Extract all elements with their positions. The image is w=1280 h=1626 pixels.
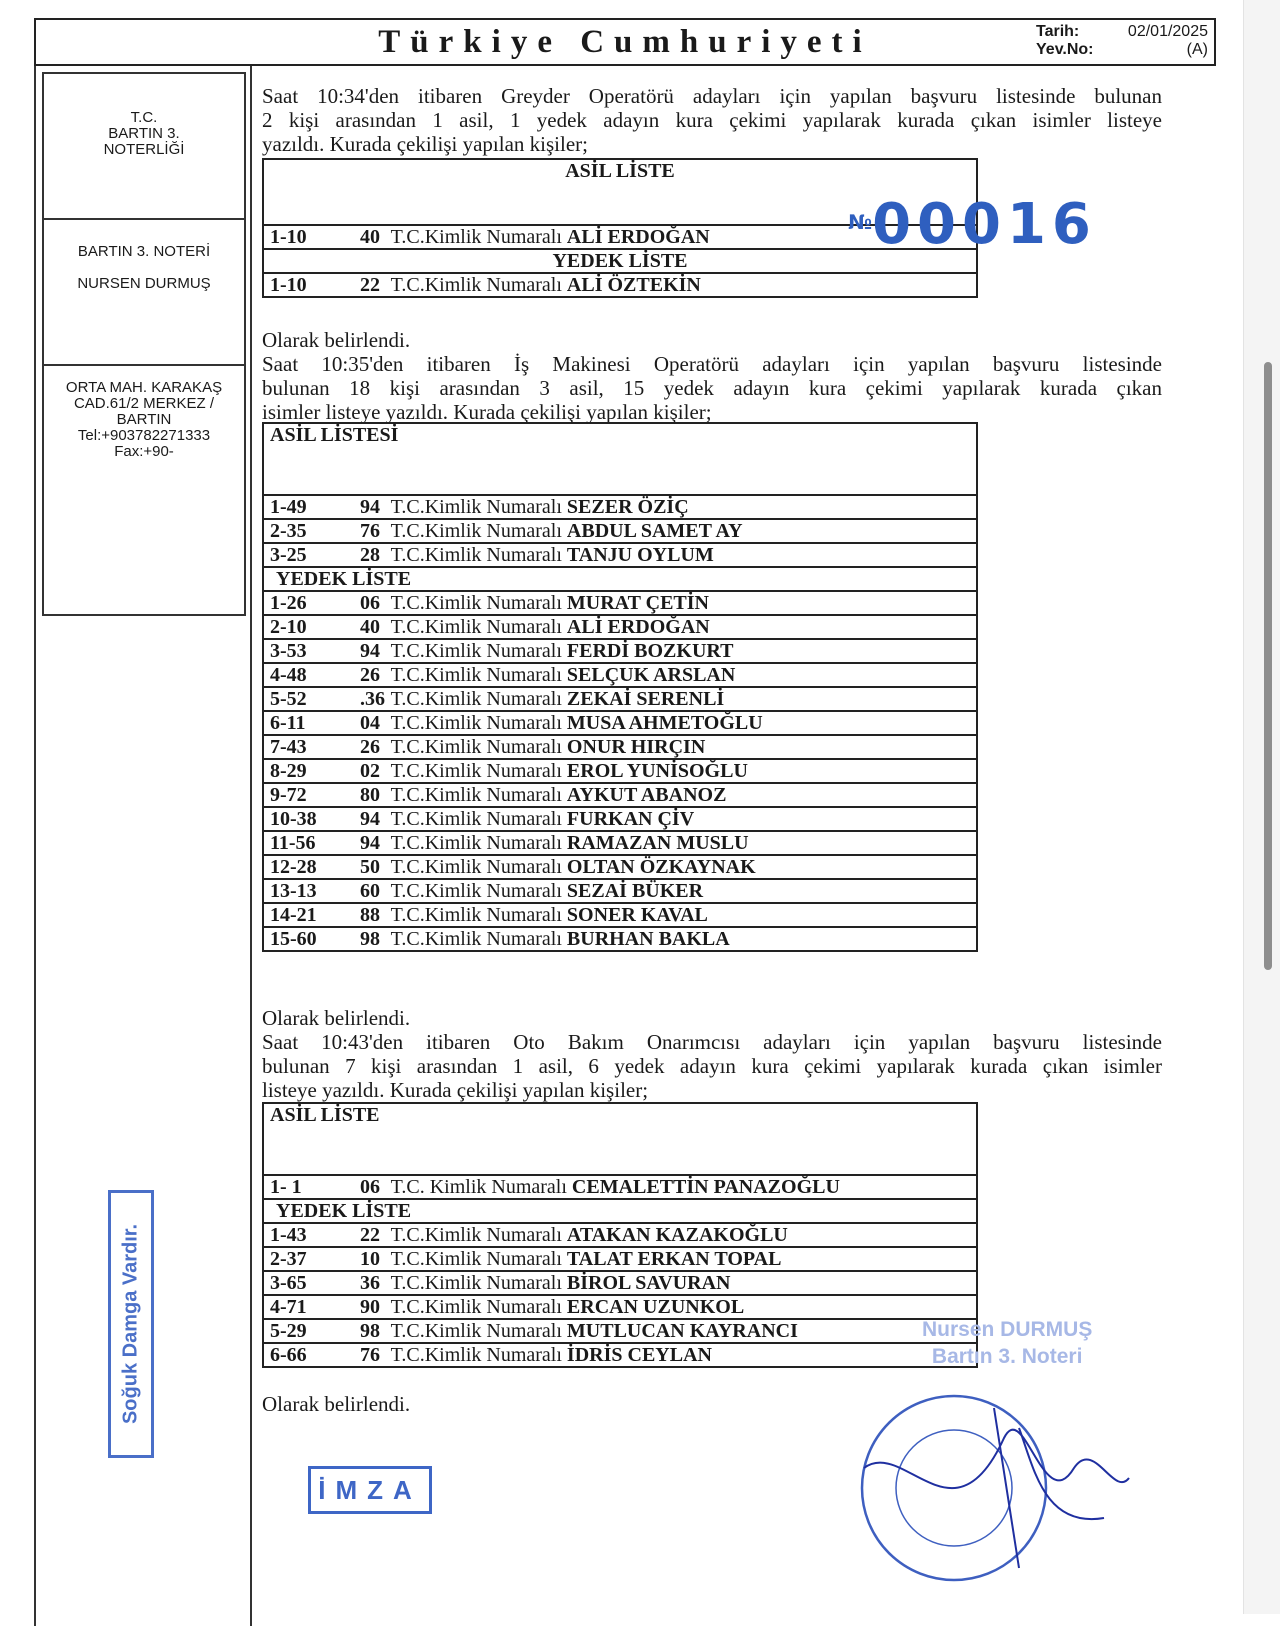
row-label: T.C.Kimlik Numaralı [390, 520, 562, 542]
document-number-stamp: №00016 [848, 192, 1097, 257]
row-name: EROL YUNİSOĞLU [566, 760, 748, 782]
row-id: 50 [360, 856, 380, 878]
row-label: T.C.Kimlik Numaralı [390, 736, 562, 758]
row-name: CEMALETTİN PANAZOĞLU [571, 1176, 840, 1198]
notary-name-section [44, 220, 244, 366]
table-row: 1-10 22 T.C.Kimlik Numaralı ALİ ÖZTEKİN [263, 273, 977, 297]
asil-header: ASİL LİSTE [263, 1103, 977, 1175]
scrollbar-thumb[interactable] [1264, 362, 1272, 970]
row-number: 6-11 [270, 712, 306, 734]
table-row [263, 543, 977, 567]
office-line: BARTIN 3. [108, 125, 180, 142]
row-number: 8-29 [270, 760, 307, 782]
address-line: BARTIN [116, 411, 172, 428]
row-id: 06 [360, 1176, 380, 1198]
yevno-value: (A) [1186, 41, 1208, 58]
row-label: T.C.Kimlik Numaralı [390, 928, 562, 950]
row-name: MURAT ÇETİN [566, 592, 709, 614]
row-label: T.C.Kimlik Numaralı [390, 904, 562, 926]
row-number: 15-60 [270, 928, 317, 950]
row-label: T.C.Kimlik Numaralı [390, 808, 562, 830]
section2-closing: Olarak belirlendi. [262, 1006, 411, 1030]
row-label: T.C.Kimlik Numaralı [390, 1344, 562, 1366]
vertical-scrollbar[interactable] [1243, 0, 1280, 1614]
row-id: 90 [360, 1296, 380, 1318]
row-label: T.C.Kimlik Numaralı [390, 1272, 562, 1294]
table-row [263, 831, 977, 855]
table-row [263, 807, 977, 831]
yedek-header: YEDEK LİSTE [263, 567, 977, 591]
office-line: T.C. [130, 109, 158, 126]
row-name: SELÇUK ARSLAN [566, 664, 736, 686]
row-name: OLTAN ÖZKAYNAK [566, 856, 756, 878]
table-row [263, 903, 977, 927]
notary-document [34, 18, 1214, 1618]
row-label: T.C.Kimlik Numaralı [390, 544, 562, 566]
table-row [263, 783, 977, 807]
left-column [34, 66, 252, 1626]
row-id: 04 [360, 712, 380, 734]
row-number: 1- 1 [270, 1176, 302, 1198]
row-number: 12-28 [270, 856, 317, 878]
table-row [263, 711, 977, 735]
yevno-label: Yev.No: [1036, 41, 1094, 58]
table-row [263, 495, 977, 519]
row-label: T.C.Kimlik Numaralı [390, 856, 562, 878]
table-row [263, 1319, 977, 1343]
yedek-header: YEDEK LİSTE [263, 1199, 977, 1223]
row-number: 3-53 [270, 640, 307, 662]
row-label: T.C.Kimlik Numaralı [390, 664, 562, 686]
row-id: 06 [360, 592, 380, 614]
row-number: 5-52 [270, 688, 307, 710]
row-label: T.C.Kimlik Numaralı [390, 1224, 562, 1246]
row-id: 26 [360, 664, 380, 686]
row-name: MUTLUCAN KAYRANCI [566, 1320, 798, 1342]
notary-seal-signature [844, 1378, 1134, 1588]
row-number: 6-66 [270, 1344, 307, 1366]
table-row [263, 519, 977, 543]
row-id: 40 [360, 616, 380, 638]
table-row [263, 1295, 977, 1319]
row-id: 76 [360, 1344, 380, 1366]
row-name: BİROL SAVURAN [566, 1272, 731, 1294]
row-id: 94 [360, 808, 380, 830]
row-name: SONER KAVAL [566, 904, 708, 926]
notary-info-box [42, 72, 246, 616]
row-label: T.C.Kimlik Numaralı [390, 688, 562, 710]
header-meta [1036, 23, 1208, 59]
table-row [263, 855, 977, 879]
row-label: T.C. Kimlik Numaralı [390, 1176, 567, 1198]
table-row [263, 1223, 977, 1247]
row-label: T.C.Kimlik Numaralı [390, 592, 562, 614]
section1-paragraph: Saat 10:34'den itibaren Greyder Operatörü adayları için yapılan başvuru listesinde bulunan 2 kişi arasından 1 asil, 1 yedek adayın kura çekimi yapılarak kurada çıkan isimler listeye yazıldı. Kurada çekilişi yapılan kişiler; [262, 84, 1162, 156]
address-line: ORTA MAH. KARAKAŞ [65, 379, 223, 396]
row-id: 26 [360, 736, 380, 758]
office-line: NOTERLİĞİ [103, 141, 185, 158]
imza-stamp: İMZA [308, 1466, 432, 1514]
row-label: T.C.Kimlik Numaralı [390, 832, 562, 854]
table-row: 1-10 40 T.C.Kimlik Numaralı ALİ ERDOĞAN [263, 225, 977, 249]
date-label: Tarih: [1036, 23, 1080, 40]
table-row [263, 1247, 977, 1271]
section1-closing: Olarak belirlendi. [262, 328, 411, 352]
notary-name-stamp: Nursen DURMUŞ Bartın 3. Noteri [922, 1318, 1093, 1368]
cold-stamp: Soğuk Damga Vardır. [108, 1190, 154, 1458]
section3-paragraph: Saat 10:43'den itibaren Oto Bakım Onarımcısı adayları için yapılan başvuru listesinde bulunan 7 kişi arasından 1 asil, 6 yedek adayın kura çekimi yapılarak kurada çıkan isimler listeye yazıldı. Kurada çekilişi yapılan kişiler; [262, 1030, 1162, 1102]
row-id: 94 [360, 496, 380, 518]
row-name: AYKUT ABANOZ [566, 784, 727, 806]
table-row [263, 735, 977, 759]
table-row [263, 639, 977, 663]
row-label: T.C.Kimlik Numaralı [390, 880, 562, 902]
row-label: T.C.Kimlik Numaralı [390, 640, 562, 662]
notary-name-line: NURSEN DURMUŞ [77, 275, 211, 292]
fax-line: Fax:+90- [114, 443, 174, 460]
row-number: 4-48 [270, 664, 307, 686]
row-name: FERDİ BOZKURT [566, 640, 734, 662]
row-number: 2-35 [270, 520, 307, 542]
row-id: 28 [360, 544, 380, 566]
yedek-header: YEDEK LİSTE [263, 249, 977, 273]
date-value: 02/01/2025 [1127, 23, 1208, 40]
address-line: CAD.61/2 MERKEZ / [73, 395, 215, 412]
row-label: T.C.Kimlik Numaralı [390, 1320, 562, 1342]
row-number: 11-56 [270, 832, 316, 854]
row-name: FURKAN ÇİV [566, 808, 695, 830]
row-id: 80 [360, 784, 380, 806]
notary-title-line: BARTIN 3. NOTERİ [77, 243, 211, 260]
row-name: ZEKAİ SERENLİ [566, 688, 725, 710]
table-row [263, 663, 977, 687]
row-name: ATAKAN KAZAKOĞLU [566, 1224, 788, 1246]
row-name: İDRİS CEYLAN [566, 1344, 712, 1366]
table-row [263, 615, 977, 639]
section3-closing: Olarak belirlendi. [262, 1392, 411, 1416]
row-number: 2-37 [270, 1248, 307, 1270]
table-row [263, 927, 977, 951]
table-row [263, 879, 977, 903]
row-id: 36 [360, 1272, 380, 1294]
row-id: 98 [360, 928, 380, 950]
section2-paragraph: Saat 10:35'den itibaren İş Makinesi Operatörü adayları için yapılan başvuru listesinde bulunan 18 kişi arasından 3 asil, 15 yedek adayın kura çekimi yapılarak kurada çıkan isimler listeye yazıldı. Kurada çekilişi yapılan kişiler; [262, 352, 1162, 424]
row-id: 88 [360, 904, 380, 926]
row-id: .36 [360, 688, 385, 710]
notary-address-section [44, 366, 244, 612]
table-row [263, 1343, 977, 1367]
row-number: 9-72 [270, 784, 307, 806]
row-number: 1-26 [270, 592, 307, 614]
section3-table [262, 1102, 978, 1368]
row-number: 13-13 [270, 880, 317, 902]
table-row [263, 759, 977, 783]
table-row [263, 591, 977, 615]
row-label: T.C.Kimlik Numaralı [390, 1248, 562, 1270]
row-label: T.C.Kimlik Numaralı [390, 784, 562, 806]
row-name: ERCAN UZUNKOL [566, 1296, 745, 1318]
row-id: 76 [360, 520, 380, 542]
row-id: 10 [360, 1248, 380, 1270]
notary-office-section [44, 74, 244, 220]
row-label: T.C.Kimlik Numaralı [390, 712, 562, 734]
table-row [263, 687, 977, 711]
row-name: SEZAİ BÜKER [566, 880, 704, 902]
row-label: T.C.Kimlik Numaralı [390, 1296, 562, 1318]
row-number: 2-10 [270, 616, 307, 638]
row-name: BURHAN BAKLA [566, 928, 730, 950]
row-name: ALİ ERDOĞAN [566, 616, 710, 638]
row-label: T.C.Kimlik Numaralı [390, 616, 562, 638]
row-number: 1-43 [270, 1224, 307, 1246]
row-name: ABDUL SAMET AY [566, 520, 743, 542]
row-name: TANJU OYLUM [566, 544, 714, 566]
document-title: Türkiye Cumhuriyeti [378, 24, 872, 60]
document-header [34, 18, 1216, 66]
row-name: ONUR HIRÇIN [566, 736, 706, 758]
table-row [263, 1271, 977, 1295]
row-id: 98 [360, 1320, 380, 1342]
row-name: RAMAZAN MUSLU [566, 832, 749, 854]
section2-table [262, 422, 978, 952]
row-label: T.C.Kimlik Numaralı [390, 496, 562, 518]
row-id: 22 [360, 1224, 380, 1246]
row-number: 5-29 [270, 1320, 307, 1342]
phone-line: Tel:+903782271333 [77, 427, 211, 444]
row-number: 4-71 [270, 1296, 307, 1318]
row-number: 7-43 [270, 736, 307, 758]
row-number: 3-25 [270, 544, 307, 566]
row-name: SEZER ÖZİÇ [566, 496, 689, 518]
row-id: 02 [360, 760, 380, 782]
row-name: TALAT ERKAN TOPAL [566, 1248, 782, 1270]
row-label: T.C.Kimlik Numaralı [390, 760, 562, 782]
asil-header: ASİL LİSTESİ [263, 423, 977, 495]
table-row [263, 1175, 977, 1199]
row-number: 1-49 [270, 496, 307, 518]
row-number: 10-38 [270, 808, 317, 830]
row-id: 60 [360, 880, 380, 902]
row-id: 94 [360, 640, 380, 662]
asil-header: ASİL LİSTE [263, 159, 977, 225]
row-number: 14-21 [270, 904, 317, 926]
row-name: MUSA AHMETOĞLU [566, 712, 763, 734]
row-number: 3-65 [270, 1272, 307, 1294]
row-id: 94 [360, 832, 380, 854]
